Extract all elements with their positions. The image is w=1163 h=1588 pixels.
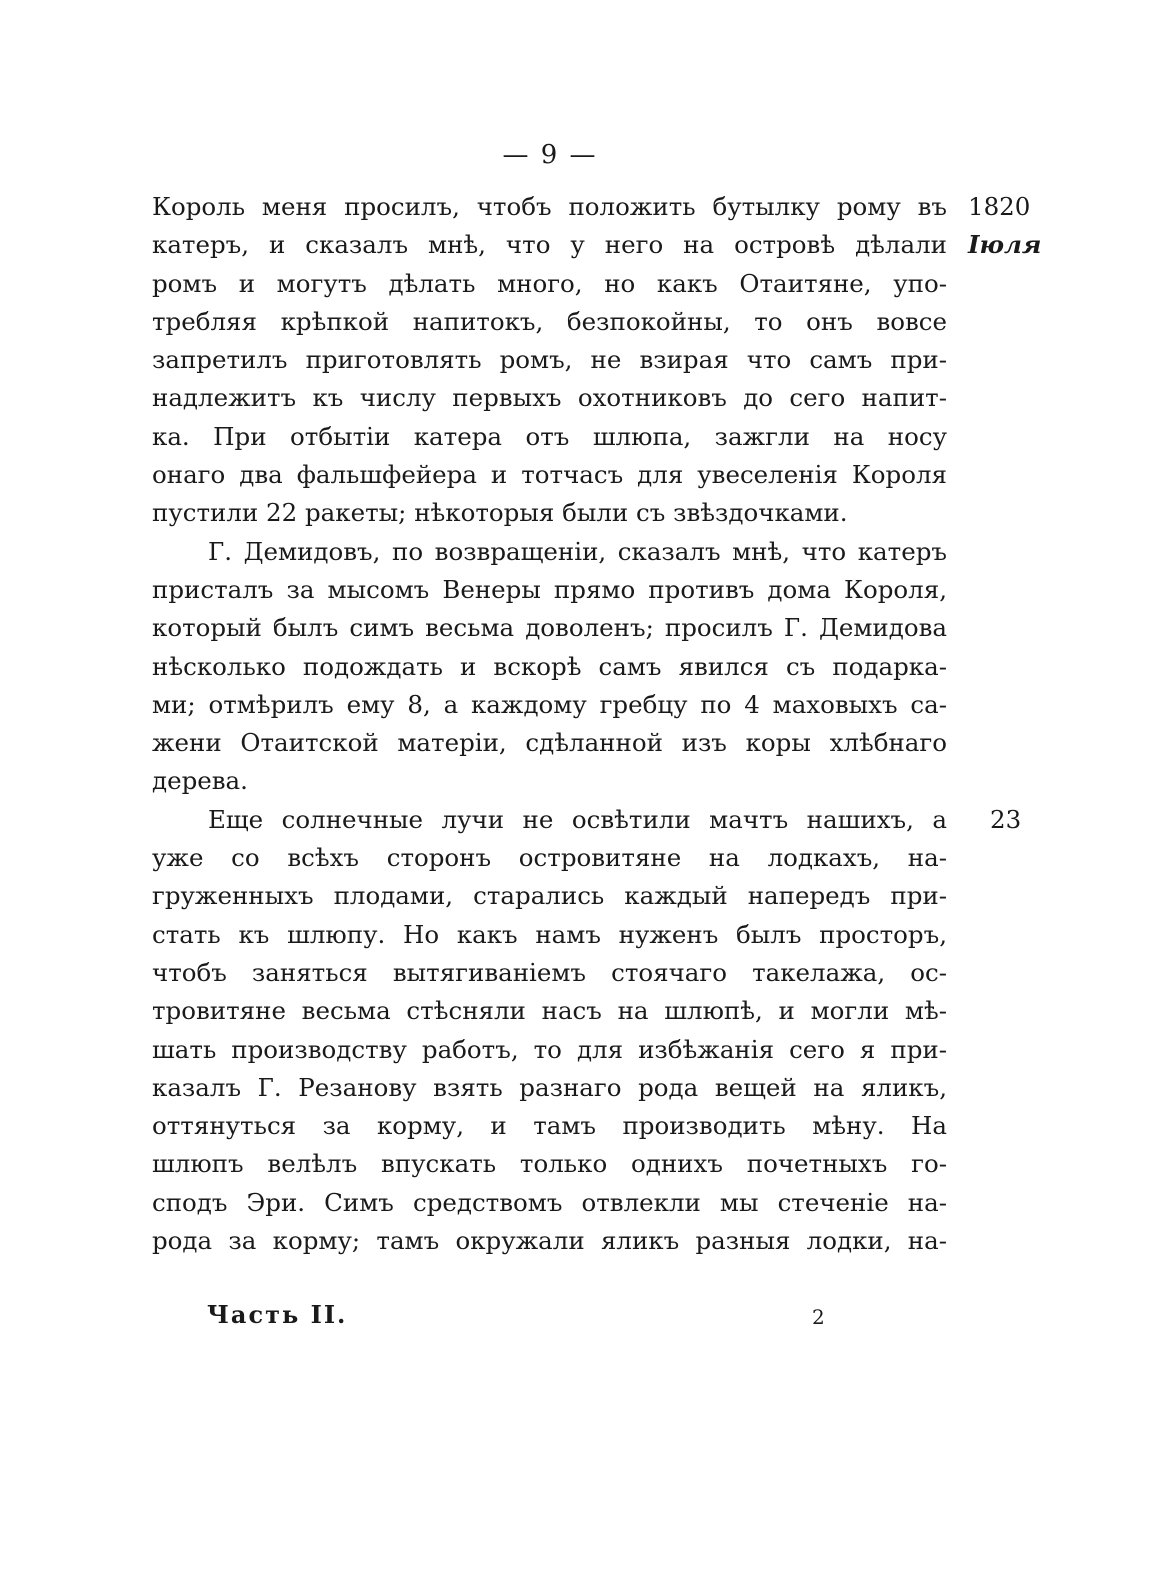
text-line: Еще солнечные лучи не освѣтили мачтъ нашихъ, а (208, 804, 947, 834)
margin-month: Іюля (968, 230, 1042, 259)
margin-day: 23 (990, 805, 1022, 834)
text-line: дерева. (152, 766, 248, 796)
text-column (152, 188, 947, 1260)
text-line: рода за корму; тамъ окружали яликъ разныя лодки, на- (152, 1226, 947, 1256)
text-line: онаго два фальшфейера и тотчасъ для увеселенія Короля (152, 460, 947, 490)
text-line: уже со всѣхъ сторонъ островитяне на лодкахъ, на- (152, 843, 947, 873)
text-line: запретилъ приготовлять ромъ, не взирая что самъ при- (152, 345, 947, 375)
paragraph-2 (152, 533, 947, 801)
text-line: шлюпъ велѣлъ впускать только однихъ почетныхъ го- (152, 1149, 947, 1179)
text-line: казалъ Г. Резанову взять разнаго рода вещей на яликъ, (152, 1072, 947, 1102)
text-line: чтобъ заняться вытягиваніемъ стоячаго такелажа, ос- (152, 957, 947, 987)
text-line: стать къ шлюпу. Но какъ намъ нуженъ былъ просторъ, (152, 919, 947, 949)
text-line: груженныхъ плодами, старались каждый напередъ при- (152, 881, 947, 911)
text-line: нѣсколько подождать и вскорѣ самъ явился съ подарка- (152, 651, 947, 681)
text-line: тровитяне весьма стѣсняли насъ на шлюпѣ, и могли мѣ- (152, 996, 947, 1026)
text-line: сподъ Эри. Симъ средствомъ отвлекли мы стеченіе на- (152, 1187, 947, 1217)
text-line: оттянуться за корму, и тамъ производить мѣну. На (152, 1111, 947, 1141)
text-line: ромъ и могутъ дѣлать много, но какъ Отаитяне, упо- (152, 268, 947, 298)
text-line: присталъ за мысомъ Венеры прямо противъ дома Короля, (152, 574, 947, 604)
text-line: жени Отаитской матеріи, сдѣланной изъ коры хлѣбнаго (152, 728, 947, 758)
text-line: пустили 22 ракеты; нѣкоторыя были съ звѣздочками. (152, 498, 848, 528)
text-line: который былъ симъ весьма доволенъ; просилъ Г. Демидова (152, 613, 947, 643)
text-line: шать производству работъ, то для избѣжанія сего я при- (152, 1034, 947, 1064)
page-number: — 9 — (502, 140, 598, 170)
text-line: Г. Демидовъ, по возвращеніи, сказалъ мнѣ, что катеръ (208, 536, 947, 566)
signature-mark: 2 (812, 1305, 825, 1329)
text-line: ми; отмѣрилъ ему 8, а каждому гребцу по 4 маховыхъ са- (152, 689, 947, 719)
part-label: Часть II. (207, 1300, 348, 1329)
text-line: требляя крѣпкой напитокъ, безпокойны, то онъ вовсе (152, 306, 947, 336)
paragraph-3 (152, 801, 947, 1261)
text-line: Король меня просилъ, чтобъ положить бутылку рому въ (152, 192, 947, 221)
text-line: надлежитъ къ числу первыхъ охотниковъ до сего напит- (152, 383, 947, 413)
text-line: ка. При отбытіи катера отъ шлюпа, зажгли на носу (152, 421, 947, 451)
paragraph-1 (152, 188, 947, 533)
text-line: катеръ, и сказалъ мнѣ, что у него на островѣ дѣлали (152, 230, 947, 260)
margin-year: 1820 (968, 192, 1031, 221)
